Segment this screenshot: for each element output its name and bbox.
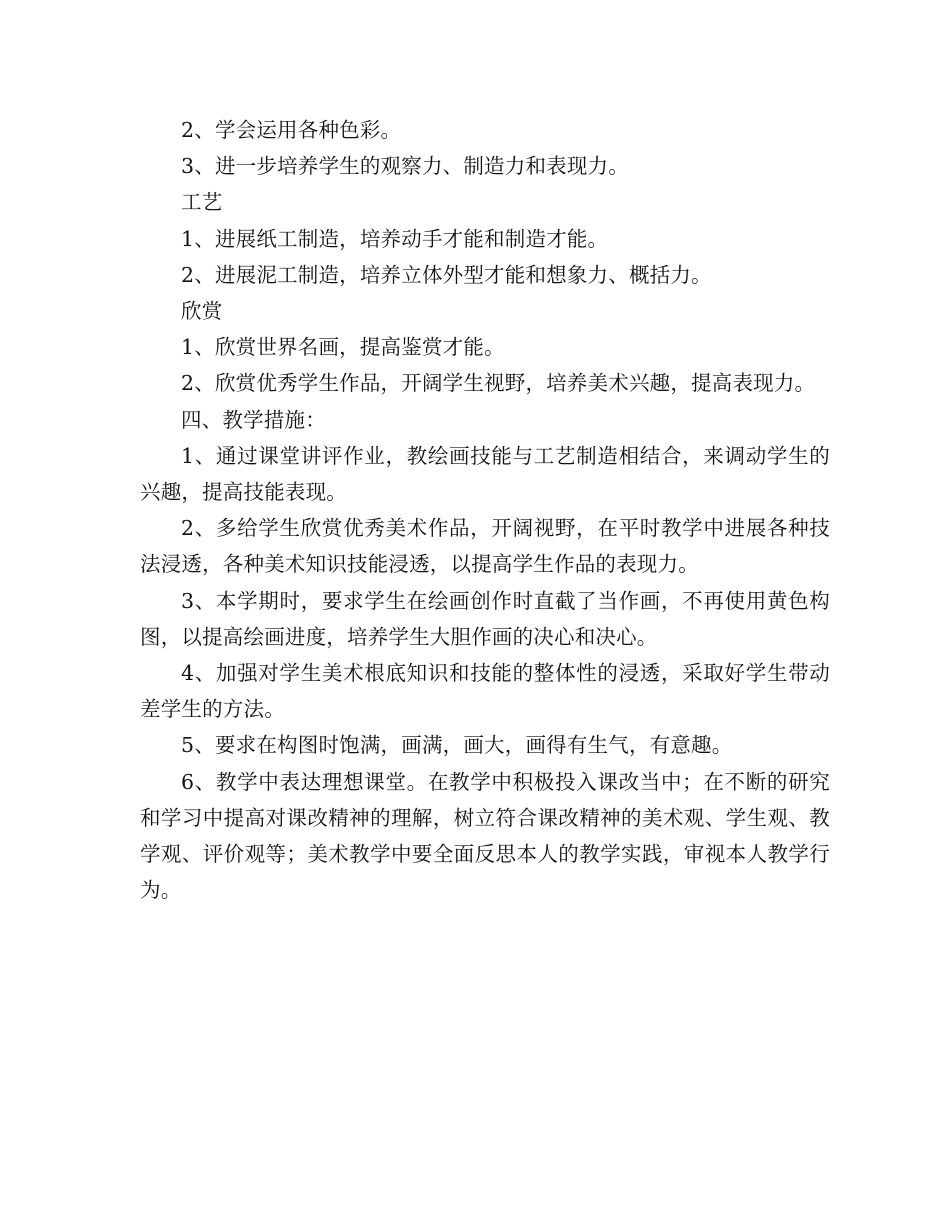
paragraph: 2、学会运用各种色彩。 xyxy=(181,118,402,142)
document-body xyxy=(140,112,830,908)
section-heading: 四、教学措施： xyxy=(181,407,326,432)
section-heading: 工艺 xyxy=(181,190,223,215)
paragraph: 2、进展泥工制造，培养立体外型才能和想象力、概括力。 xyxy=(181,262,712,287)
paragraph: 2、多给学生欣赏优秀美术作品，开阔视野，在平时教学中进展各种技法浸透，各种美术知识技能浸透，以提高学生作品的表现力。 xyxy=(140,516,830,577)
paragraph: 3、本学期时，要求学生在绘画创作时直截了当作画，不再使用黄色构图，以提高绘画进度，培养学生大胆作画的决心和决心。 xyxy=(140,588,830,649)
paragraph: 1、通过课堂讲评作业，教绘画技能与工艺制造相结合，来调动学生的兴趣，提高技能表现。 xyxy=(140,443,830,505)
paragraph: 6、教学中表达理想课堂。在教学中积极投入课改当中；在不断的研究和学习中提高对课改精神的理解，树立符合课改精神的美术观、学生观、教学观、评价观等；美术教学中要全面反思本人的教学实践，审视本人教学行为。 xyxy=(140,769,830,903)
paragraph: 3、进一步培养学生的观察力、制造力和表现力。 xyxy=(181,154,629,179)
section-heading: 欣赏 xyxy=(181,299,223,324)
paragraph: 4、加强对学生美术根底知识和技能的整体性的浸透，采取好学生带动差学生的方法。 xyxy=(140,661,830,722)
paragraph: 1、欣赏世界名画，提高鉴赏才能。 xyxy=(181,335,505,360)
paragraph: 1、进展纸工制造，培养动手才能和制造才能。 xyxy=(181,226,609,251)
paragraph: 5、要求在构图时饱满，画满，画大，画得有生气，有意趣。 xyxy=(181,733,733,758)
paragraph: 2、欣赏优秀学生作品，开阔学生视野，培养美术兴趣，提高表现力。 xyxy=(181,371,816,396)
